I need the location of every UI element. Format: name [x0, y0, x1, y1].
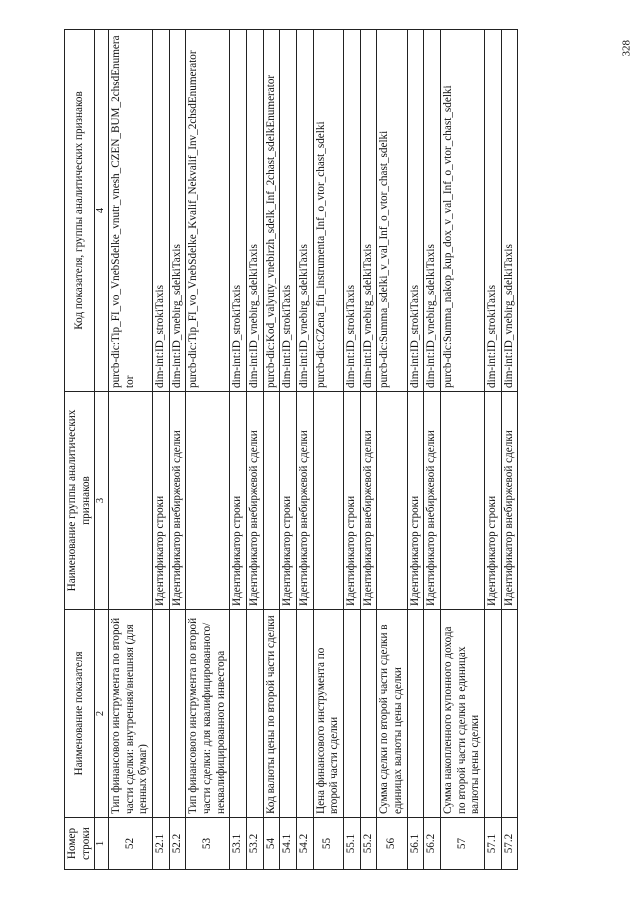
indicator-name-cell — [360, 610, 377, 818]
group-name-cell: Идентификатор внебиржевой сделки — [501, 392, 518, 610]
table-row — [424, 30, 441, 870]
header-indicator-name: Наименование показателя — [65, 610, 95, 818]
table-row — [377, 30, 407, 870]
row-number-cell: 57.2 — [501, 818, 518, 870]
rotated-table-container — [64, 30, 590, 870]
row-number-cell: 57.1 — [484, 818, 501, 870]
group-name-cell: Идентификатор строки — [407, 392, 424, 610]
indicator-name-cell — [247, 610, 264, 818]
column-number: 4 — [95, 30, 109, 392]
group-name-cell: Идентификатор внебиржевой сделки — [360, 392, 377, 610]
group-name-cell: Идентификатор строки — [280, 392, 297, 610]
table-row — [343, 30, 360, 870]
group-name-cell — [440, 392, 484, 610]
group-name-cell: Идентификатор внебиржевой сделки — [296, 392, 313, 610]
group-name-cell: Идентификатор внебиржевой сделки — [169, 392, 186, 610]
code-cell: dim-int:ID_strokiTaxis — [407, 30, 424, 392]
page-number: 328 — [620, 40, 632, 57]
table-body — [109, 30, 518, 870]
code-cell: dim-int:ID_strokiTaxis — [280, 30, 297, 392]
column-number: 2 — [95, 610, 109, 818]
code-cell: dim-int:ID_vnebirg_sdelkiTaxis — [247, 30, 264, 392]
indicator-name-cell — [280, 610, 297, 818]
table-row — [186, 30, 230, 870]
indicator-name-cell: Сумма накопленного купонного дохода по второй части сделки в единицах валюты цены сделки — [440, 610, 484, 818]
header-row-number: Номер строки — [65, 818, 95, 870]
group-name-cell: Идентификатор внебиржевой сделки — [247, 392, 264, 610]
code-cell: dim-int:ID_strokiTaxis — [343, 30, 360, 392]
group-name-cell: Идентификатор строки — [484, 392, 501, 610]
code-cell: purcb-dic:CZena_fin_instrumenta_Inf_o_vtor_chast_sdelki — [313, 30, 343, 392]
row-number-cell: 57 — [440, 818, 484, 870]
indicator-name-cell — [501, 610, 518, 818]
table-row — [169, 30, 186, 870]
code-cell: dim-int:ID_vnebirg_sdelkiTaxis — [501, 30, 518, 392]
table-row — [109, 30, 153, 870]
row-number-cell: 53 — [186, 818, 230, 870]
row-number-cell: 52.2 — [169, 818, 186, 870]
indicator-name-cell — [230, 610, 247, 818]
code-cell: dim-int:ID_strokiTaxis — [484, 30, 501, 392]
row-number-cell: 53.2 — [247, 818, 264, 870]
table-row — [230, 30, 247, 870]
indicator-name-cell: Тип финансового инструмента по второй части сделки: для квалифицированного/ неквалифицированного инвестора — [186, 610, 230, 818]
column-number: 3 — [95, 392, 109, 610]
group-name-cell: Идентификатор строки — [153, 392, 170, 610]
indicator-name-cell — [343, 610, 360, 818]
code-cell: purcb-dic:Tip_FI_vo_VnebSdelke_Kvalif_Nekvalif_Inv_2chsdEnumerator — [186, 30, 230, 392]
row-number-cell: 54 — [263, 818, 280, 870]
indicator-name-cell: Цена финансового инструмента по второй части сделки — [313, 610, 343, 818]
code-cell: dim-int:ID_strokiTaxis — [153, 30, 170, 392]
table-row — [296, 30, 313, 870]
column-number: 1 — [95, 818, 109, 870]
indicator-name-cell — [424, 610, 441, 818]
table-row — [313, 30, 343, 870]
group-name-cell — [186, 392, 230, 610]
indicator-name-cell — [153, 610, 170, 818]
code-cell: dim-int:ID_vnebirg_sdelkiTaxis — [424, 30, 441, 392]
table-row — [440, 30, 484, 870]
table-row — [263, 30, 280, 870]
row-number-cell: 55.2 — [360, 818, 377, 870]
header-group-name: Наименование группы аналитических признаков — [65, 392, 95, 610]
header-code: Код показателя, группы аналитических признаков — [65, 30, 95, 392]
code-cell: purcb-dic:Kod_valyuty_vnebirzh_sdelk_Inf_2chast_sdelkEnumerator — [263, 30, 280, 392]
code-cell: dim-int:ID_vnebirg_sdelkiTaxis — [296, 30, 313, 392]
row-number-cell: 54.2 — [296, 818, 313, 870]
code-cell: purcb-dic:Summa_sdelki_v_val_Inf_o_vtor_chast_sdelki — [377, 30, 407, 392]
code-cell: dim-int:ID_vnebirg_sdelkiTaxis — [360, 30, 377, 392]
group-name-cell: Идентификатор строки — [343, 392, 360, 610]
group-name-cell — [313, 392, 343, 610]
group-name-cell: Идентификатор строки — [230, 392, 247, 610]
table-row — [484, 30, 501, 870]
code-cell: dim-int:ID_strokiTaxis — [230, 30, 247, 392]
row-number-cell: 52.1 — [153, 818, 170, 870]
indicator-name-cell: Код валюты цены по второй части сделки — [263, 610, 280, 818]
indicator-name-cell — [407, 610, 424, 818]
group-name-cell: Идентификатор внебиржевой сделки — [424, 392, 441, 610]
code-cell: purcb-dic:Summa_nakop_kup_dox_v_val_Inf_o_vtor_chast_sdelki — [440, 30, 484, 392]
row-number-cell: 56.2 — [424, 818, 441, 870]
row-number-cell: 54.1 — [280, 818, 297, 870]
group-name-cell — [109, 392, 153, 610]
row-number-cell: 56 — [377, 818, 407, 870]
code-cell: dim-int:ID_vnebirg_sdelkiTaxis — [169, 30, 186, 392]
indicator-name-cell: Тип финансового инструмента по второй части сделки: внутренняя/внешняя (для ценных бумаг) — [109, 610, 153, 818]
row-number-cell: 53.1 — [230, 818, 247, 870]
indicator-name-cell: Сумма сделки по второй части сделки в единицах валюты цены сделки — [377, 610, 407, 818]
indicator-name-cell — [296, 610, 313, 818]
table-row — [360, 30, 377, 870]
indicator-name-cell — [169, 610, 186, 818]
table-row — [153, 30, 170, 870]
group-name-cell — [377, 392, 407, 610]
table-row — [247, 30, 264, 870]
table-row — [501, 30, 518, 870]
table-row — [407, 30, 424, 870]
row-number-cell: 56.1 — [407, 818, 424, 870]
indicators-table — [64, 29, 518, 870]
row-number-cell: 52 — [109, 818, 153, 870]
table-row — [280, 30, 297, 870]
row-number-cell: 55 — [313, 818, 343, 870]
group-name-cell — [263, 392, 280, 610]
indicator-name-cell — [484, 610, 501, 818]
code-cell: purcb-dic:Tip_FI_vo_VnebSdelke_vnutr_vnesh_CZEN_BUM_2chsdEnumerator — [109, 30, 153, 392]
row-number-cell: 55.1 — [343, 818, 360, 870]
